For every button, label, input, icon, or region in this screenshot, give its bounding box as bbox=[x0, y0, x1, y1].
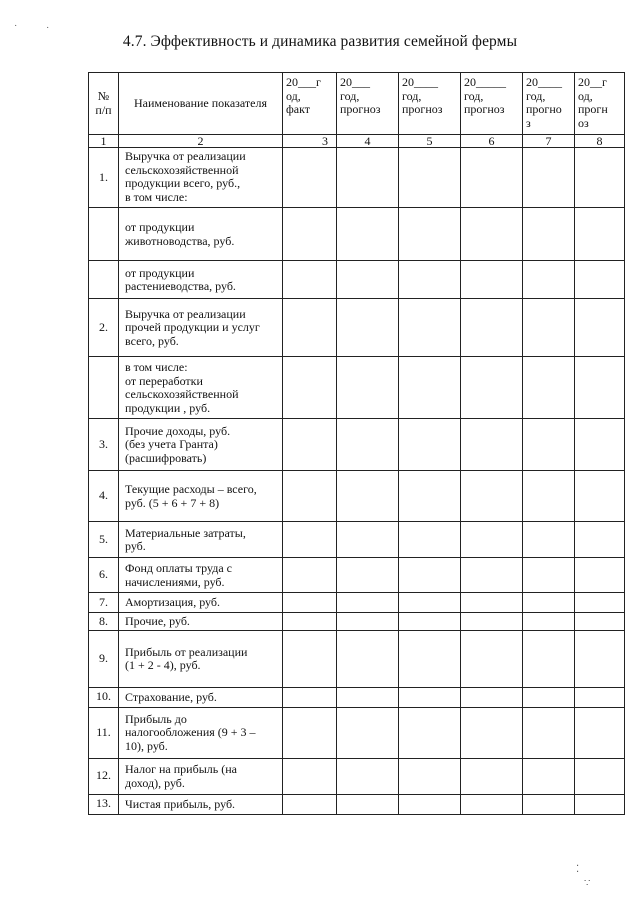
value-cell[interactable] bbox=[575, 758, 625, 794]
column-number: 1 bbox=[89, 135, 119, 148]
value-cell[interactable] bbox=[399, 558, 461, 593]
value-cell[interactable] bbox=[461, 261, 523, 299]
row-number bbox=[89, 208, 119, 261]
table-row bbox=[89, 630, 625, 687]
row-indicator-name: Выручка от реализации прочей продукции и услуг всего, руб. bbox=[119, 299, 283, 357]
row-number: 5. bbox=[89, 522, 119, 558]
value-cell[interactable] bbox=[337, 758, 399, 794]
value-cell[interactable] bbox=[399, 299, 461, 357]
value-cell[interactable] bbox=[575, 794, 625, 814]
value-cell[interactable] bbox=[575, 261, 625, 299]
value-cell[interactable] bbox=[399, 419, 461, 471]
row-number: 13. bbox=[89, 794, 119, 814]
value-cell[interactable] bbox=[283, 471, 337, 522]
scan-speck: ˙ bbox=[46, 26, 50, 37]
value-cell[interactable] bbox=[283, 758, 337, 794]
value-cell[interactable] bbox=[523, 707, 575, 758]
row-number bbox=[89, 261, 119, 299]
value-cell[interactable] bbox=[461, 148, 523, 208]
table-row bbox=[89, 758, 625, 794]
row-indicator-name: от продукции животноводства, руб. bbox=[119, 208, 283, 261]
header-year-fact: 20___г од, факт bbox=[283, 73, 337, 135]
value-cell[interactable] bbox=[283, 593, 337, 613]
row-number: 7. bbox=[89, 593, 119, 613]
row-number: 9. bbox=[89, 630, 119, 687]
row-number: 12. bbox=[89, 758, 119, 794]
header-indicator-name: Наименование показателя bbox=[119, 73, 283, 135]
table-row bbox=[89, 261, 625, 299]
row-indicator-name: Прибыль до налогообложения (9 + 3 – 10), руб. bbox=[119, 707, 283, 758]
row-indicator-name: Выручка от реализации сельскохозяйственной продукции всего, руб., в том числе: bbox=[119, 148, 283, 208]
value-cell[interactable] bbox=[283, 522, 337, 558]
table-row bbox=[89, 148, 625, 208]
row-indicator-name: Чистая прибыль, руб. bbox=[119, 794, 283, 814]
row-number: 4. bbox=[89, 471, 119, 522]
value-cell[interactable] bbox=[575, 208, 625, 261]
value-cell[interactable] bbox=[461, 687, 523, 707]
scan-speck: ∵ bbox=[584, 878, 591, 889]
value-cell[interactable] bbox=[575, 630, 625, 687]
table-row bbox=[89, 471, 625, 522]
value-cell[interactable] bbox=[523, 758, 575, 794]
value-cell[interactable] bbox=[337, 148, 399, 208]
value-cell[interactable] bbox=[575, 522, 625, 558]
value-cell[interactable] bbox=[399, 630, 461, 687]
row-indicator-name: Текущие расходы – всего, руб. (5 + 6 + 7 + 8) bbox=[119, 471, 283, 522]
value-cell[interactable] bbox=[523, 558, 575, 593]
value-cell[interactable] bbox=[399, 794, 461, 814]
header-row bbox=[89, 73, 625, 135]
value-cell[interactable] bbox=[461, 794, 523, 814]
value-cell[interactable] bbox=[523, 357, 575, 419]
value-cell[interactable] bbox=[461, 471, 523, 522]
value-cell[interactable] bbox=[337, 707, 399, 758]
value-cell[interactable] bbox=[461, 707, 523, 758]
value-cell[interactable] bbox=[283, 707, 337, 758]
value-cell[interactable] bbox=[461, 419, 523, 471]
value-cell[interactable] bbox=[575, 613, 625, 631]
value-cell[interactable] bbox=[523, 593, 575, 613]
scan-speck: ˙ bbox=[14, 24, 18, 35]
row-indicator-name: Страхование, руб. bbox=[119, 687, 283, 707]
value-cell[interactable] bbox=[461, 357, 523, 419]
value-cell[interactable] bbox=[337, 593, 399, 613]
header-number: № п/п bbox=[89, 73, 119, 135]
header-year-forecast-3: 20_____ год, прогноз bbox=[461, 73, 523, 135]
value-cell[interactable] bbox=[461, 522, 523, 558]
table-row bbox=[89, 419, 625, 471]
value-cell[interactable] bbox=[337, 558, 399, 593]
value-cell[interactable] bbox=[523, 613, 575, 631]
table-row bbox=[89, 522, 625, 558]
value-cell[interactable] bbox=[461, 208, 523, 261]
value-cell[interactable] bbox=[523, 299, 575, 357]
value-cell[interactable] bbox=[575, 419, 625, 471]
row-indicator-name: Прибыль от реализации (1 + 2 - 4), руб. bbox=[119, 630, 283, 687]
table-row bbox=[89, 687, 625, 707]
value-cell[interactable] bbox=[523, 261, 575, 299]
value-cell[interactable] bbox=[283, 357, 337, 419]
value-cell[interactable] bbox=[399, 593, 461, 613]
value-cell[interactable] bbox=[399, 261, 461, 299]
value-cell[interactable] bbox=[283, 613, 337, 631]
value-cell[interactable] bbox=[399, 208, 461, 261]
column-number: 6 bbox=[461, 135, 523, 148]
row-indicator-name: Материальные затраты, руб. bbox=[119, 522, 283, 558]
column-number: 3 bbox=[283, 135, 337, 148]
value-cell[interactable] bbox=[283, 630, 337, 687]
value-cell[interactable] bbox=[575, 357, 625, 419]
document-title: 4.7. Эффективность и динамика развития семейной фермы bbox=[122, 33, 518, 50]
value-cell[interactable] bbox=[399, 148, 461, 208]
row-number: 11. bbox=[89, 707, 119, 758]
table-row bbox=[89, 613, 625, 631]
value-cell[interactable] bbox=[337, 357, 399, 419]
value-cell[interactable] bbox=[461, 299, 523, 357]
row-indicator-name: от продукции растениеводства, руб. bbox=[119, 261, 283, 299]
value-cell[interactable] bbox=[575, 687, 625, 707]
table-row bbox=[89, 357, 625, 419]
value-cell[interactable] bbox=[523, 208, 575, 261]
header-year-forecast-4: 20____ год, прогно з bbox=[523, 73, 575, 135]
value-cell[interactable] bbox=[283, 261, 337, 299]
value-cell[interactable] bbox=[399, 522, 461, 558]
value-cell[interactable] bbox=[523, 687, 575, 707]
value-cell[interactable] bbox=[461, 613, 523, 631]
value-cell[interactable] bbox=[337, 299, 399, 357]
header-year-forecast-1: 20___ год, прогноз bbox=[337, 73, 399, 135]
value-cell[interactable] bbox=[283, 558, 337, 593]
value-cell[interactable] bbox=[283, 687, 337, 707]
value-cell[interactable] bbox=[575, 299, 625, 357]
value-cell[interactable] bbox=[337, 208, 399, 261]
row-indicator-name: Прочие доходы, руб. (без учета Гранта) (расшифровать) bbox=[119, 419, 283, 471]
header-year-forecast-5: 20__г од, прогн оз bbox=[575, 73, 625, 135]
row-indicator-name: Фонд оплаты труда с начислениями, руб. bbox=[119, 558, 283, 593]
value-cell[interactable] bbox=[337, 522, 399, 558]
table-row bbox=[89, 794, 625, 814]
value-cell[interactable] bbox=[337, 261, 399, 299]
value-cell[interactable] bbox=[461, 593, 523, 613]
value-cell[interactable] bbox=[523, 794, 575, 814]
column-number: 8 bbox=[575, 135, 625, 148]
value-cell[interactable] bbox=[575, 471, 625, 522]
value-cell[interactable] bbox=[283, 794, 337, 814]
table-row bbox=[89, 593, 625, 613]
table-row bbox=[89, 208, 625, 261]
column-number: 5 bbox=[399, 135, 461, 148]
value-cell[interactable] bbox=[523, 148, 575, 208]
value-cell[interactable] bbox=[337, 794, 399, 814]
value-cell[interactable] bbox=[399, 471, 461, 522]
value-cell[interactable] bbox=[399, 613, 461, 631]
value-cell[interactable] bbox=[337, 419, 399, 471]
value-cell[interactable] bbox=[461, 558, 523, 593]
value-cell[interactable] bbox=[575, 558, 625, 593]
value-cell[interactable] bbox=[575, 593, 625, 613]
scan-speck: ⁚ bbox=[576, 864, 580, 875]
row-number: 1. bbox=[89, 148, 119, 208]
row-indicator-name: в том числе: от переработки сельскохозяйственной продукции , руб. bbox=[119, 357, 283, 419]
value-cell[interactable] bbox=[283, 299, 337, 357]
column-number: 7 bbox=[523, 135, 575, 148]
value-cell[interactable] bbox=[461, 630, 523, 687]
value-cell[interactable] bbox=[523, 471, 575, 522]
header-year-forecast-2: 20____ год, прогноз bbox=[399, 73, 461, 135]
value-cell[interactable] bbox=[399, 707, 461, 758]
column-number-row bbox=[89, 135, 625, 148]
value-cell[interactable] bbox=[337, 630, 399, 687]
row-number: 6. bbox=[89, 558, 119, 593]
table-row bbox=[89, 558, 625, 593]
value-cell[interactable] bbox=[399, 758, 461, 794]
row-number: 8. bbox=[89, 613, 119, 631]
column-number: 2 bbox=[119, 135, 283, 148]
row-number: 3. bbox=[89, 419, 119, 471]
row-number: 2. bbox=[89, 299, 119, 357]
value-cell[interactable] bbox=[399, 687, 461, 707]
value-cell[interactable] bbox=[337, 471, 399, 522]
table-row bbox=[89, 299, 625, 357]
value-cell[interactable] bbox=[523, 630, 575, 687]
indicator-table bbox=[88, 72, 625, 815]
value-cell[interactable] bbox=[283, 419, 337, 471]
row-indicator-name: Налог на прибыль (на доход), руб. bbox=[119, 758, 283, 794]
value-cell[interactable] bbox=[283, 208, 337, 261]
row-number: 10. bbox=[89, 687, 119, 707]
value-cell[interactable] bbox=[461, 758, 523, 794]
column-number: 4 bbox=[337, 135, 399, 148]
value-cell[interactable] bbox=[523, 419, 575, 471]
value-cell[interactable] bbox=[575, 148, 625, 208]
value-cell[interactable] bbox=[523, 522, 575, 558]
table-row bbox=[89, 707, 625, 758]
value-cell[interactable] bbox=[283, 148, 337, 208]
row-indicator-name: Прочие, руб. bbox=[119, 613, 283, 631]
value-cell[interactable] bbox=[575, 707, 625, 758]
value-cell[interactable] bbox=[399, 357, 461, 419]
value-cell[interactable] bbox=[337, 687, 399, 707]
row-indicator-name: Амортизация, руб. bbox=[119, 593, 283, 613]
value-cell[interactable] bbox=[337, 613, 399, 631]
row-number bbox=[89, 357, 119, 419]
